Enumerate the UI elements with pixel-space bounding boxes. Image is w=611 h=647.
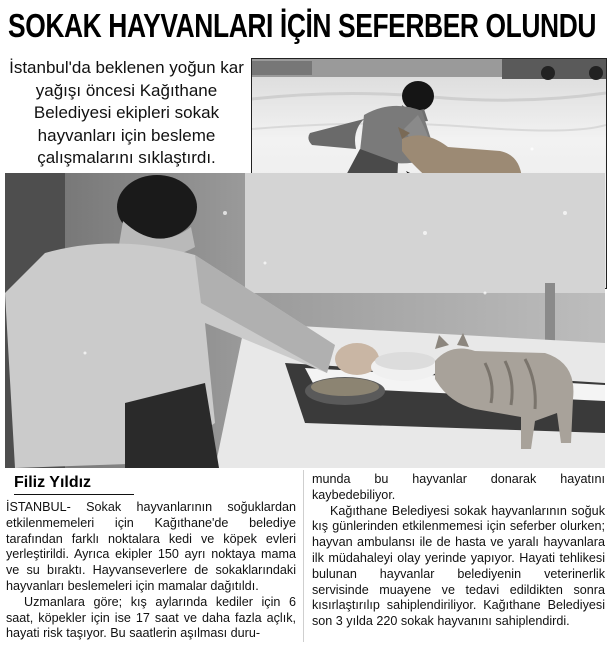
author-byline: Filiz Yıldız: [14, 473, 134, 495]
body-paragraph: munda bu hayvanlar donarak hayatını kaybedebiliyor.: [312, 472, 605, 502]
body-column-left: [6, 500, 296, 642]
body-paragraph: Uzmanlara göre; kış aylarında kediler için 6 saat, köpekler için ise 17 saat ve daha fazla açlık, hayati risk taşıyor. Bu saatlerin aşılması duru-: [6, 594, 296, 641]
photo-worker-feeding-cat: [5, 173, 605, 468]
body-paragraph: Kağıthane Belediyesi sokak hayvanlarının soğuk kış günlerinden etkilenmemesi için seferber olurken; hayvan ambulansı ile de hasta ve yaralı hayvanlara ilk müdahaleyi olay yerinde yapıyor. Hayati tehlikesi bulunan hayvanlar belediyenin veterinerlik servisinde muayene ve tedavi edildikten sonra kısırlaştırılıp sahiplendiriliyor. Kağıthane Belediyesi son 3 yılda 220 sokak hayvanını sahiplendirdi.: [312, 503, 605, 629]
body-paragraph: İSTANBUL- Sokak hayvanlarının soğuklardan etkilenmemeleri için Kağıthane'de belediye tarafından farklı noktalara kedi ve köpek evleri yerleştirildi. Ayrıca ekipler 150 ayrı noktaya mama ve su bıraktı. Hayvanseverlere de sokaklarındaki hayvanları beslemeleri için mamalar dağıtıldı.: [6, 500, 296, 593]
headline: SOKAK HAYVANLARI İÇİN SEFERBER OLUNDU: [8, 7, 597, 44]
column-divider: [303, 470, 304, 642]
lead-paragraph: İstanbul'da beklenen yoğun kar yağışı öncesi Kağıthane Belediyesi ekipleri sokak hayvanları için besleme çalışmalarını sıklaştırdı.: [9, 58, 244, 167]
body-column-right: [312, 472, 605, 630]
photo-worker-feeding-cat-in-snow-icon: [5, 173, 605, 468]
